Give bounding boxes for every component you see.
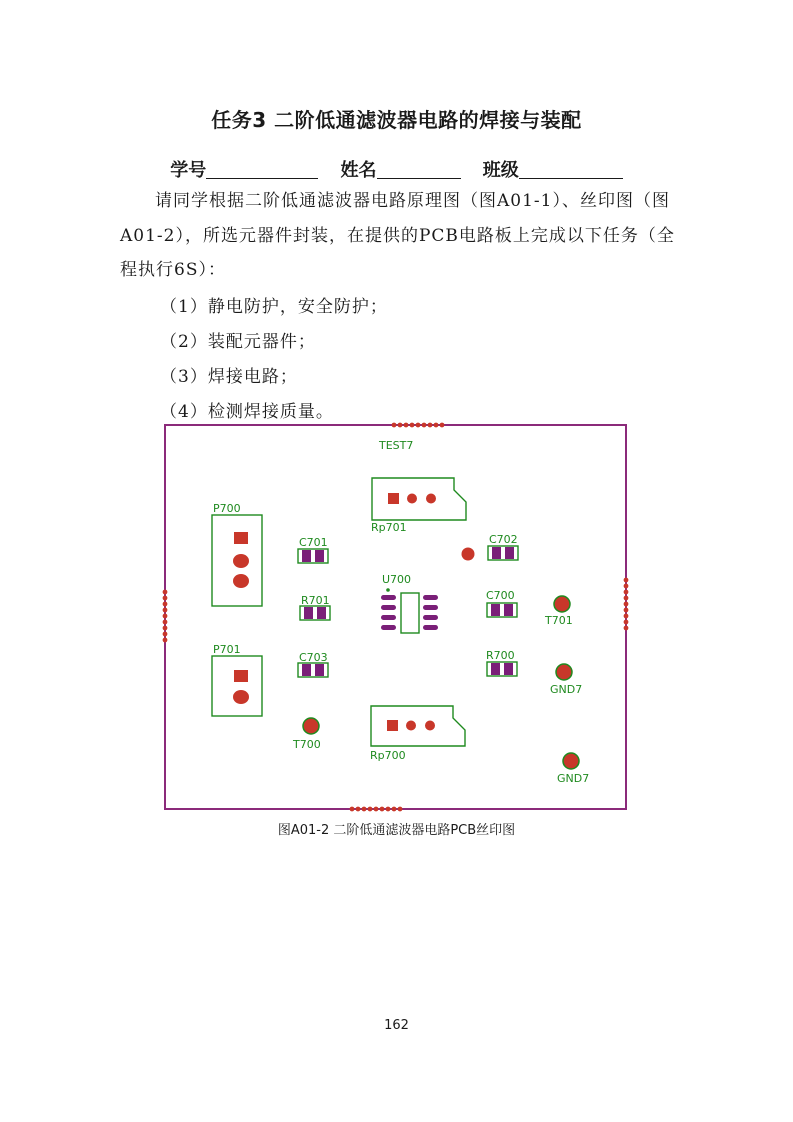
gnd7-testpoint-lower <box>563 753 579 769</box>
p700-footprint <box>212 515 262 606</box>
label-p701: P701 <box>213 643 241 656</box>
task-item-3: （3）焊接电路； <box>160 367 298 387</box>
pcb-silkscreen-figure <box>160 418 632 814</box>
top-edge-connector <box>392 423 445 428</box>
c700-footprint <box>487 603 517 617</box>
label-r701: R701 <box>301 594 330 607</box>
label-rp700: Rp700 <box>370 749 406 762</box>
u700-pin1-dot <box>386 588 390 592</box>
c701-footprint <box>298 549 328 563</box>
intro-line-2: A01-2），所选元器件封装，在提供的PCB电路板上完成以下任务（全 <box>120 226 675 246</box>
label-gnd7-upper: GND7 <box>550 683 583 696</box>
r700-footprint <box>487 662 517 676</box>
label-c703: C703 <box>299 651 328 664</box>
u700-footprint <box>381 593 438 633</box>
label-c700: C700 <box>486 589 515 602</box>
task-item-2: （2）装配元器件； <box>160 332 316 352</box>
label-p700: P700 <box>213 502 241 515</box>
class-blank <box>519 160 623 179</box>
class-label: 班级 <box>482 160 519 181</box>
label-rp701: Rp701 <box>371 521 407 534</box>
r701-footprint <box>300 606 330 620</box>
student-id-blank <box>206 160 318 179</box>
right-edge-connector <box>624 578 629 631</box>
via-pad <box>462 548 475 561</box>
label-test7: TEST7 <box>379 439 414 452</box>
rp700-footprint <box>371 706 465 746</box>
intro-line-3: 程执行6S）： <box>120 260 226 280</box>
task-item-1: （1）静电防护，安全防护； <box>160 297 388 317</box>
t700-testpoint <box>303 718 319 734</box>
intro-line-1: 请同学根据二阶低通滤波器电路原理图（图A01-1）、丝印图（图 <box>155 191 670 211</box>
gnd7-testpoint-upper <box>556 664 572 680</box>
label-t700: T700 <box>293 738 321 751</box>
label-t701: T701 <box>545 614 573 627</box>
label-c701: C701 <box>299 536 328 549</box>
c703-footprint <box>298 663 328 677</box>
page-number: 162 <box>384 1018 409 1033</box>
student-id-label: 学号 <box>170 160 207 181</box>
name-blank <box>377 160 461 179</box>
t701-testpoint <box>554 596 570 612</box>
name-label: 姓名 <box>340 160 377 181</box>
label-u700: U700 <box>382 573 412 586</box>
task-item-4: （4）检测焊接质量。 <box>160 402 334 422</box>
figure-caption: 图A01-2 二阶低通滤波器电路PCB丝印图 <box>277 823 516 838</box>
label-r700: R700 <box>486 649 515 662</box>
rp701-footprint <box>372 478 466 520</box>
p701-footprint <box>212 656 262 716</box>
bottom-edge-connector <box>350 807 403 812</box>
student-info-fields <box>0 156 793 182</box>
c702-footprint <box>488 546 518 560</box>
label-c702: C702 <box>489 533 518 546</box>
left-edge-connector <box>163 590 168 643</box>
page-title: 任务3 二阶低通滤波器电路的焊接与装配 <box>211 108 582 132</box>
label-gnd7-lower: GND7 <box>557 772 590 785</box>
